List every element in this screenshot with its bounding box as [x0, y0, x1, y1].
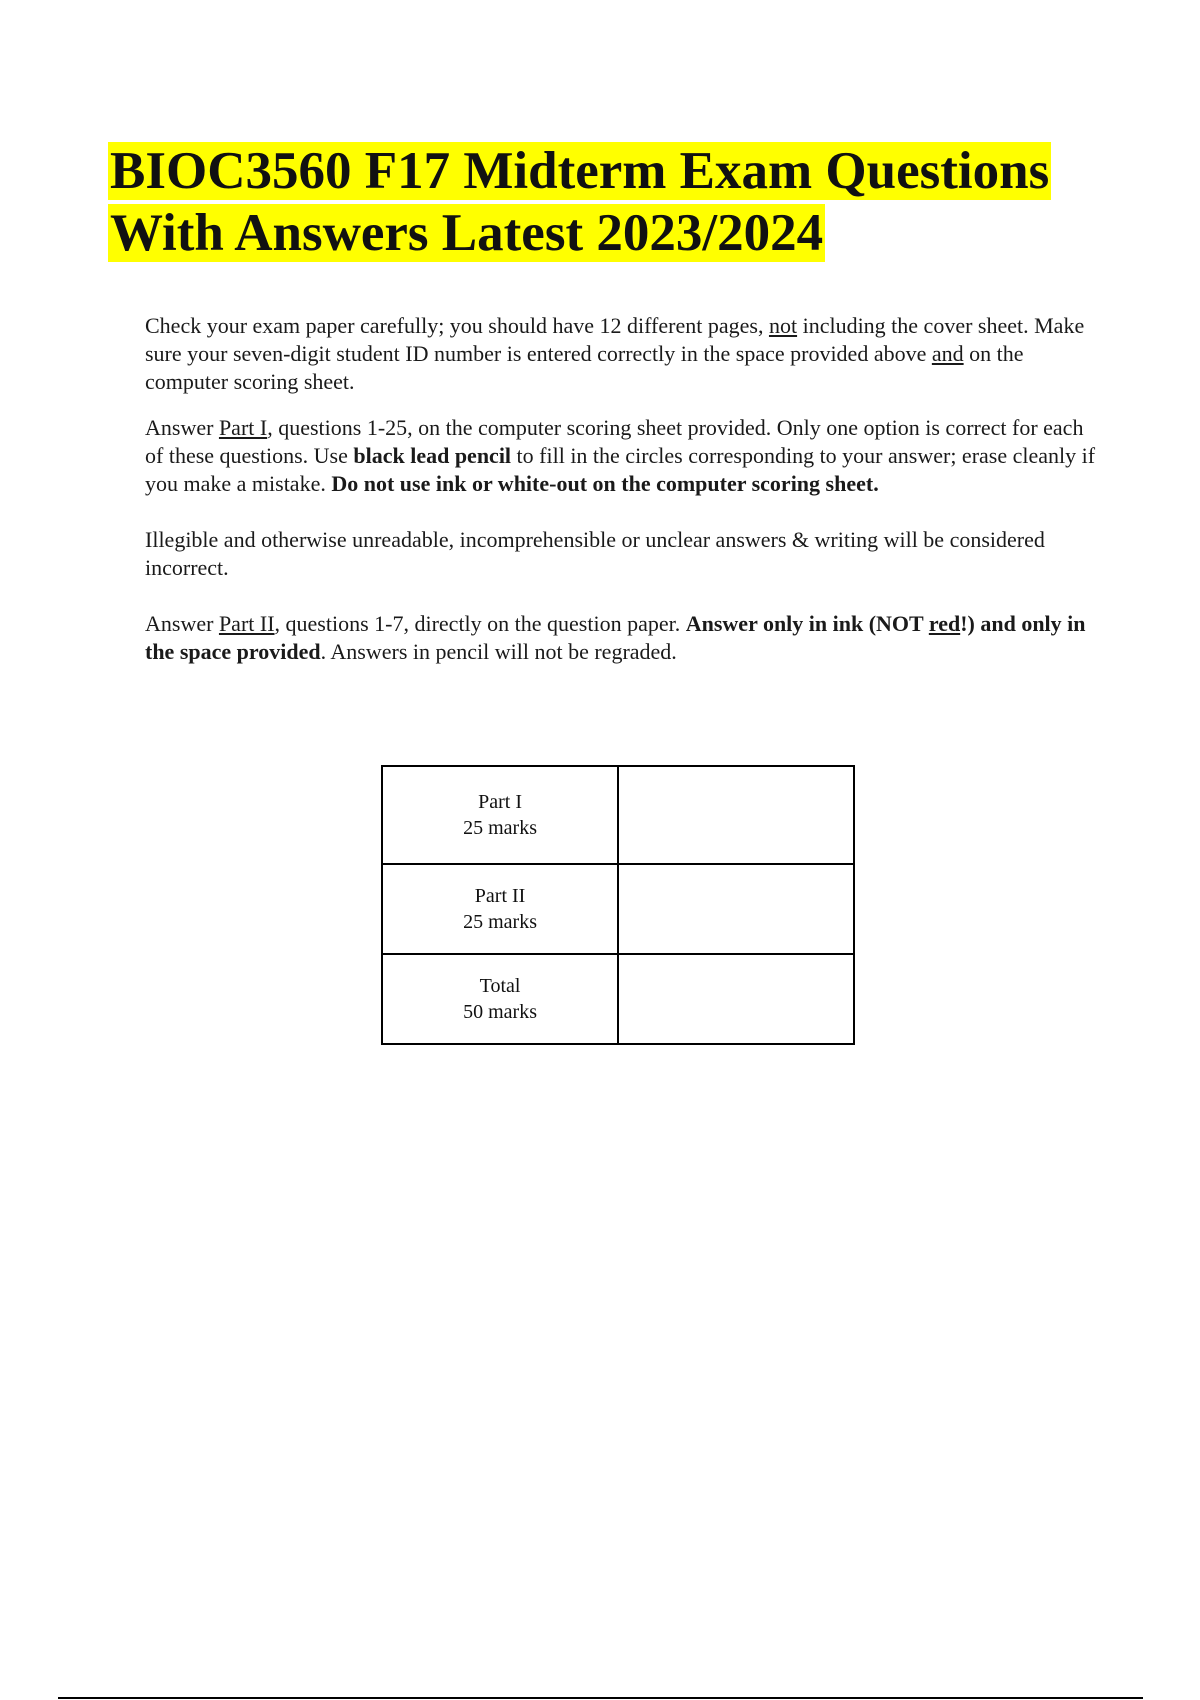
text-run: Answer [145, 611, 219, 636]
instruction-paragraph-legibility [145, 526, 1105, 582]
instruction-paragraph-part-two [145, 610, 1105, 666]
text-run: Illegible and otherwise unreadable, incomprehensible or unclear answers & writing will be considered incorrect. [145, 527, 1045, 580]
score-cell [618, 864, 854, 954]
part-label-cell [382, 954, 618, 1044]
table-row [382, 954, 854, 1044]
text-run: . Answers in pencil will not be regraded. [320, 639, 677, 664]
instructions [145, 312, 1105, 666]
text-run: Check your exam paper carefully; you should have 12 different pages, [145, 313, 769, 338]
part-label-cell [382, 766, 618, 864]
text-run: , questions 1-7, directly on the question paper. [274, 611, 686, 636]
instruction-paragraph-part-one [145, 414, 1105, 498]
part-marks: 50 marks [463, 1001, 537, 1023]
text-run: , questions 1-25, on the computer scoring sheet provided. Only one option is correct for each of these questions. Use [145, 415, 1084, 468]
part-marks: 25 marks [463, 911, 537, 933]
bold-text: black lead pencil [353, 443, 512, 468]
bold-text: Answer only in ink (NOT [685, 611, 929, 636]
part-name: Part II [474, 885, 526, 907]
text-run: on the computer scoring sheet. [145, 341, 1024, 394]
underlined-text: Part II [218, 611, 275, 636]
marks-table [381, 765, 855, 1045]
underlined-text: not [768, 313, 798, 338]
title-line-1: BIOC3560 F17 Midterm Exam Questions [110, 142, 1050, 200]
underlined-text: and [931, 341, 964, 366]
table-row [382, 766, 854, 864]
instruction-paragraph-page-check [145, 312, 1105, 396]
part-name: Part I [478, 791, 522, 813]
part-name: Total [479, 975, 521, 997]
bold-text: !) and only in the space provided [145, 611, 1086, 664]
text-run: including the cover sheet. Make sure your seven-digit student ID number is entered correctly in the space provided above [145, 313, 1085, 366]
score-cell [618, 766, 854, 864]
bold-text: Do not use ink or white-out on the computer scoring sheet. [331, 471, 879, 496]
score-cell [618, 954, 854, 1044]
document-title [108, 140, 1118, 264]
footer-divider [58, 1697, 1143, 1699]
part-marks: 25 marks [463, 817, 537, 839]
underlined-text: Part I [218, 415, 268, 440]
title-line-2: With Answers Latest 2023/2024 [110, 204, 824, 262]
table-row [382, 864, 854, 954]
part-label-cell [382, 864, 618, 954]
text-run: Answer [145, 415, 219, 440]
bold-underlined-text: red [928, 611, 961, 636]
text-run: to fill in the circles corresponding to your answer; erase cleanly if you make a mistake. [145, 443, 1096, 496]
